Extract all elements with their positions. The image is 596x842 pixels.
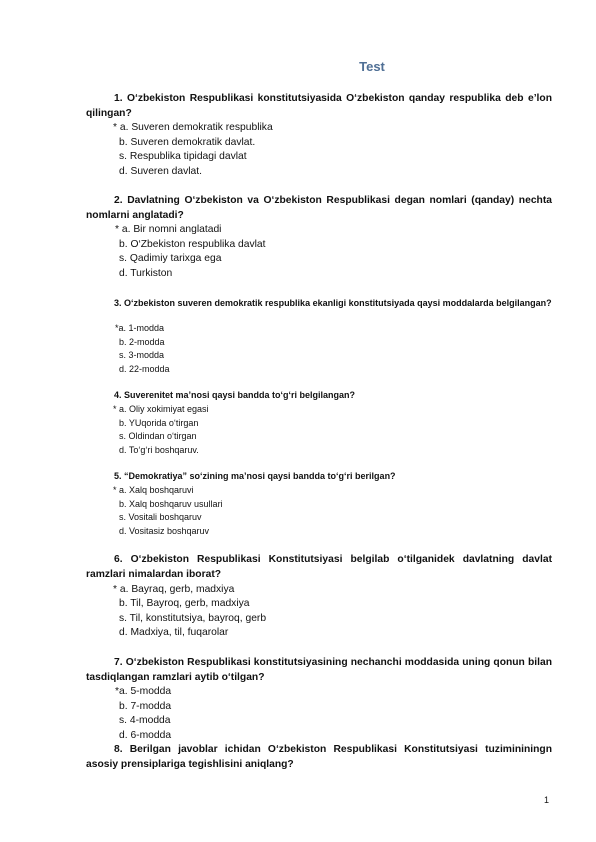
question-6-option-b: b. Til, Bayroq, gerb, madxiya <box>119 598 250 609</box>
question-3-text: 3. O‘zbekiston suveren demokratik respublika ekanligi konstitutsiyada qaysi moddalarda belgilangan? <box>114 298 552 308</box>
question-1-option-b: b. Suveren demokratik davlat. <box>119 137 256 148</box>
question-2-option-s: s. Qadimiy tarixga ega <box>119 253 222 264</box>
question-5-option-d: d. Vositasiz boshqaruv <box>119 526 210 536</box>
question-3-option-d: d. 22-modda <box>119 364 170 374</box>
question-7-text: 7. O‘zbekiston Respublikasi konstitutsiyasining nechanchi moddasida uning qonun bilan tasdiqlangan ramzlari aytib o‘tilgan? <box>86 657 552 683</box>
question-6-text: 6. O‘zbekiston Respublikasi Konstitutsiyasi belgilab o‘tilganidek davlatning davlat ramzlari nimalardan iborat? <box>86 554 552 580</box>
question-6-option-d: d. Madxiya, til, fuqarolar <box>119 627 229 638</box>
question-5-text: 5. “Demokratiya” so‘zining ma’nosi qaysi bandda to‘g‘ri berilgan? <box>114 471 396 481</box>
question-4-option-a: * a. Oliy xokimiyat egasi <box>113 404 209 414</box>
question-3-option-s: s. 3-modda <box>119 350 165 360</box>
question-8-text: 8. Berilgan javoblar ichidan O‘zbekiston Respublikasi Konstitutsiyasi tuzimininingn asosiy prensiplariga tegishlisini aniqlang? <box>86 744 552 770</box>
question-6-option-s: s. Til, konstitutsiya, bayroq, gerb <box>119 613 267 624</box>
question-3-option-b: b. 2-modda <box>119 337 165 347</box>
question-1-option-s: s. Respublika tipidagi davlat <box>119 151 247 162</box>
question-7-option-a: *a. 5-modda <box>115 686 172 697</box>
question-4-option-s: s. Oldindan o‘tirgan <box>119 431 197 441</box>
question-1-option-a: * a. Suveren demokratik respublika <box>113 122 273 133</box>
question-1-option-d: d. Suveren davlat. <box>119 166 202 177</box>
question-7-option-d: d. 6-modda <box>119 730 172 741</box>
question-7-option-s: s. 4-modda <box>119 715 171 726</box>
question-2-option-b: b. O‘Zbekiston respublika davlat <box>119 239 266 250</box>
page-title: Test <box>359 59 385 74</box>
question-7-option-b: b. 7-modda <box>119 701 172 712</box>
question-5-option-s: s. Vositali boshqaruv <box>119 512 202 522</box>
question-4-option-d: d. To‘g‘ri boshqaruv. <box>119 445 199 455</box>
page-number: 1 <box>544 795 550 805</box>
question-6-option-a: * a. Bayraq, gerb, madxiya <box>113 584 235 595</box>
question-2-option-d: d. Turkiston <box>119 268 173 279</box>
question-1-text: 1. O‘zbekiston Respublikasi konstitutsiyasida O‘zbekiston qanday respublika deb e’lon qilingan? <box>86 93 552 119</box>
question-2-option-a: * a. Bir nomni anglatadi <box>115 224 222 235</box>
question-4-text: 4. Suverenitet ma’nosi qaysi bandda to‘g‘ri belgilangan? <box>114 390 356 400</box>
question-5-option-b: b. Xalq boshqaruv usullari <box>119 499 223 509</box>
question-4-option-b: b. YUqorida o‘tirgan <box>119 418 199 428</box>
question-2-text: 2. Davlatning O‘zbekiston va O‘zbekiston Respublikasi degan nomlari (qanday) nechta nomlarni anglatadi? <box>86 195 552 221</box>
question-5-option-a: * a. Xalq boshqaruvi <box>113 485 194 495</box>
question-3-option-a: *a. 1-modda <box>115 323 165 333</box>
